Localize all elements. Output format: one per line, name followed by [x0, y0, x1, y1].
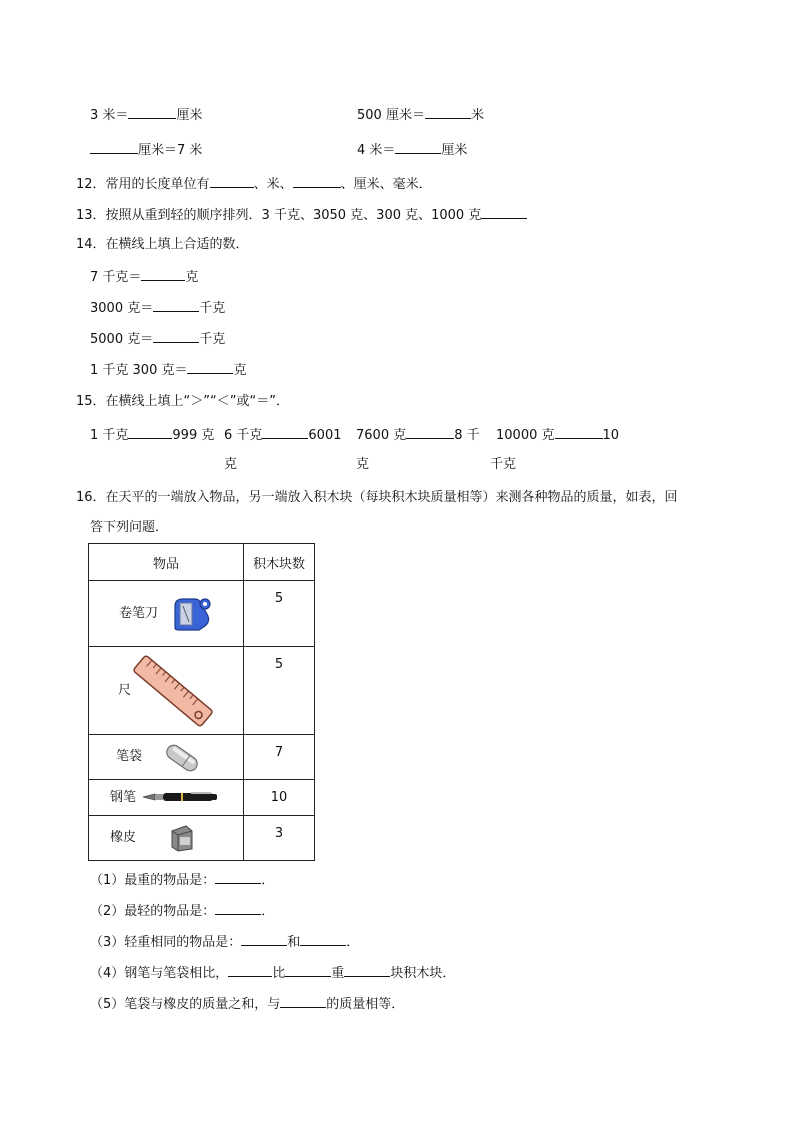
q14-row: 5000 克＝ 千克	[90, 332, 226, 347]
pencil-sharpener-icon	[169, 594, 213, 632]
q16-sub-4: （4）钢笔与笔袋相比， 比 重 块积木块．	[90, 966, 456, 981]
eraser-icon	[169, 823, 195, 853]
table-row	[89, 581, 315, 647]
table-row	[89, 647, 315, 735]
answer-blank[interactable]	[141, 268, 185, 281]
item-count: 5	[244, 581, 315, 647]
item-count: 3	[244, 816, 315, 861]
item-name: 笔袋	[116, 749, 143, 764]
answer-blank[interactable]	[153, 330, 199, 343]
answer-blank[interactable]	[187, 361, 233, 374]
q15-unit-1: 克	[224, 457, 238, 472]
item-name: 尺	[118, 683, 132, 698]
table-row	[89, 735, 315, 780]
answer-blank[interactable]	[344, 964, 390, 977]
question-14-title: 14．在横线上填上合适的数．	[76, 237, 249, 252]
q16-sub-2: （2）最轻的物品是： ．	[90, 904, 275, 919]
answer-blank[interactable]	[300, 933, 346, 946]
answer-blank[interactable]	[285, 964, 331, 977]
answer-blank[interactable]	[128, 426, 172, 439]
answer-blank[interactable]	[406, 426, 454, 439]
header-count: 积木块数	[244, 544, 315, 581]
q14-row: 7 千克＝ 克	[90, 270, 199, 285]
q11-line2-left: 厘米＝7 米	[90, 141, 202, 159]
answer-blank[interactable]	[425, 106, 471, 119]
q11-line1-right: 500 厘米＝ 米	[357, 108, 484, 123]
item-count: 5	[244, 647, 315, 735]
answer-blank[interactable]	[215, 871, 261, 884]
question-16-line1: 16．在天平的一端放入物品，另一端放入积木块（每块积木块质量相等）来测各种物品的质量，如表，回	[76, 490, 678, 505]
answer-blank[interactable]	[241, 933, 287, 946]
q15-unit-2: 克	[356, 457, 370, 472]
q14-row: 1 千克 300 克＝ 克	[90, 363, 247, 378]
table-header-row	[89, 544, 315, 581]
question-16-line2: 答下列问题．	[90, 520, 169, 535]
answer-blank[interactable]	[280, 995, 326, 1008]
q15-unit-3: 千克	[490, 457, 517, 472]
pencil-case-icon	[161, 740, 203, 776]
q15-compare-d: 10000 克 10	[496, 428, 620, 443]
header-item: 物品	[89, 544, 244, 581]
answer-blank[interactable]	[215, 902, 261, 915]
q11-line2-right: 4 米＝ 厘米	[357, 143, 468, 158]
answer-blank[interactable]	[555, 426, 603, 439]
table-row	[89, 780, 315, 816]
item-count: 7	[244, 735, 315, 780]
answer-blank[interactable]	[293, 175, 341, 188]
answer-blank[interactable]	[153, 299, 199, 312]
question-12: 12．常用的长度单位有 、米、 、厘米、毫米．	[76, 177, 432, 192]
q11-line1-left: 3 米＝ 厘米	[90, 108, 203, 123]
q15-compare-b: 6 千克 6001	[224, 428, 342, 443]
item-name: 钢笔	[110, 790, 137, 805]
q16-sub-5: （5）笔袋与橡皮的质量之和，与 的质量相等．	[90, 997, 405, 1012]
answer-blank[interactable]	[262, 426, 308, 439]
q16-sub-3: （3）轻重相同的物品是： 和 ．	[90, 935, 360, 950]
answer-blank[interactable]	[395, 141, 441, 154]
answer-blank[interactable]	[481, 206, 527, 219]
answer-blank[interactable]	[128, 106, 176, 119]
answer-blank[interactable]	[210, 175, 254, 188]
q15-compare-a: 1 千克 999 克	[90, 428, 215, 443]
answer-blank[interactable]	[90, 141, 138, 154]
table-row	[89, 816, 315, 861]
item-count: 10	[244, 780, 315, 816]
question-15-title: 15．在横线上填上“＞”“＜”或“＝”．	[76, 394, 289, 409]
answer-blank[interactable]	[228, 964, 272, 977]
question-13: 13．按照从重到轻的顺序排列．3 千克、3050 克、300 克、1000 克	[76, 206, 527, 224]
ruler-icon	[133, 653, 213, 729]
item-name: 卷笔刀	[119, 606, 159, 621]
q15-compare-c: 7600 克 8 千	[356, 428, 480, 443]
item-name: 橡皮	[110, 830, 137, 845]
items-table	[88, 543, 315, 861]
q14-row: 3000 克＝ 千克	[90, 301, 226, 316]
fountain-pen-icon	[141, 789, 221, 805]
q16-sub-1: （1）最重的物品是： ．	[90, 873, 275, 888]
